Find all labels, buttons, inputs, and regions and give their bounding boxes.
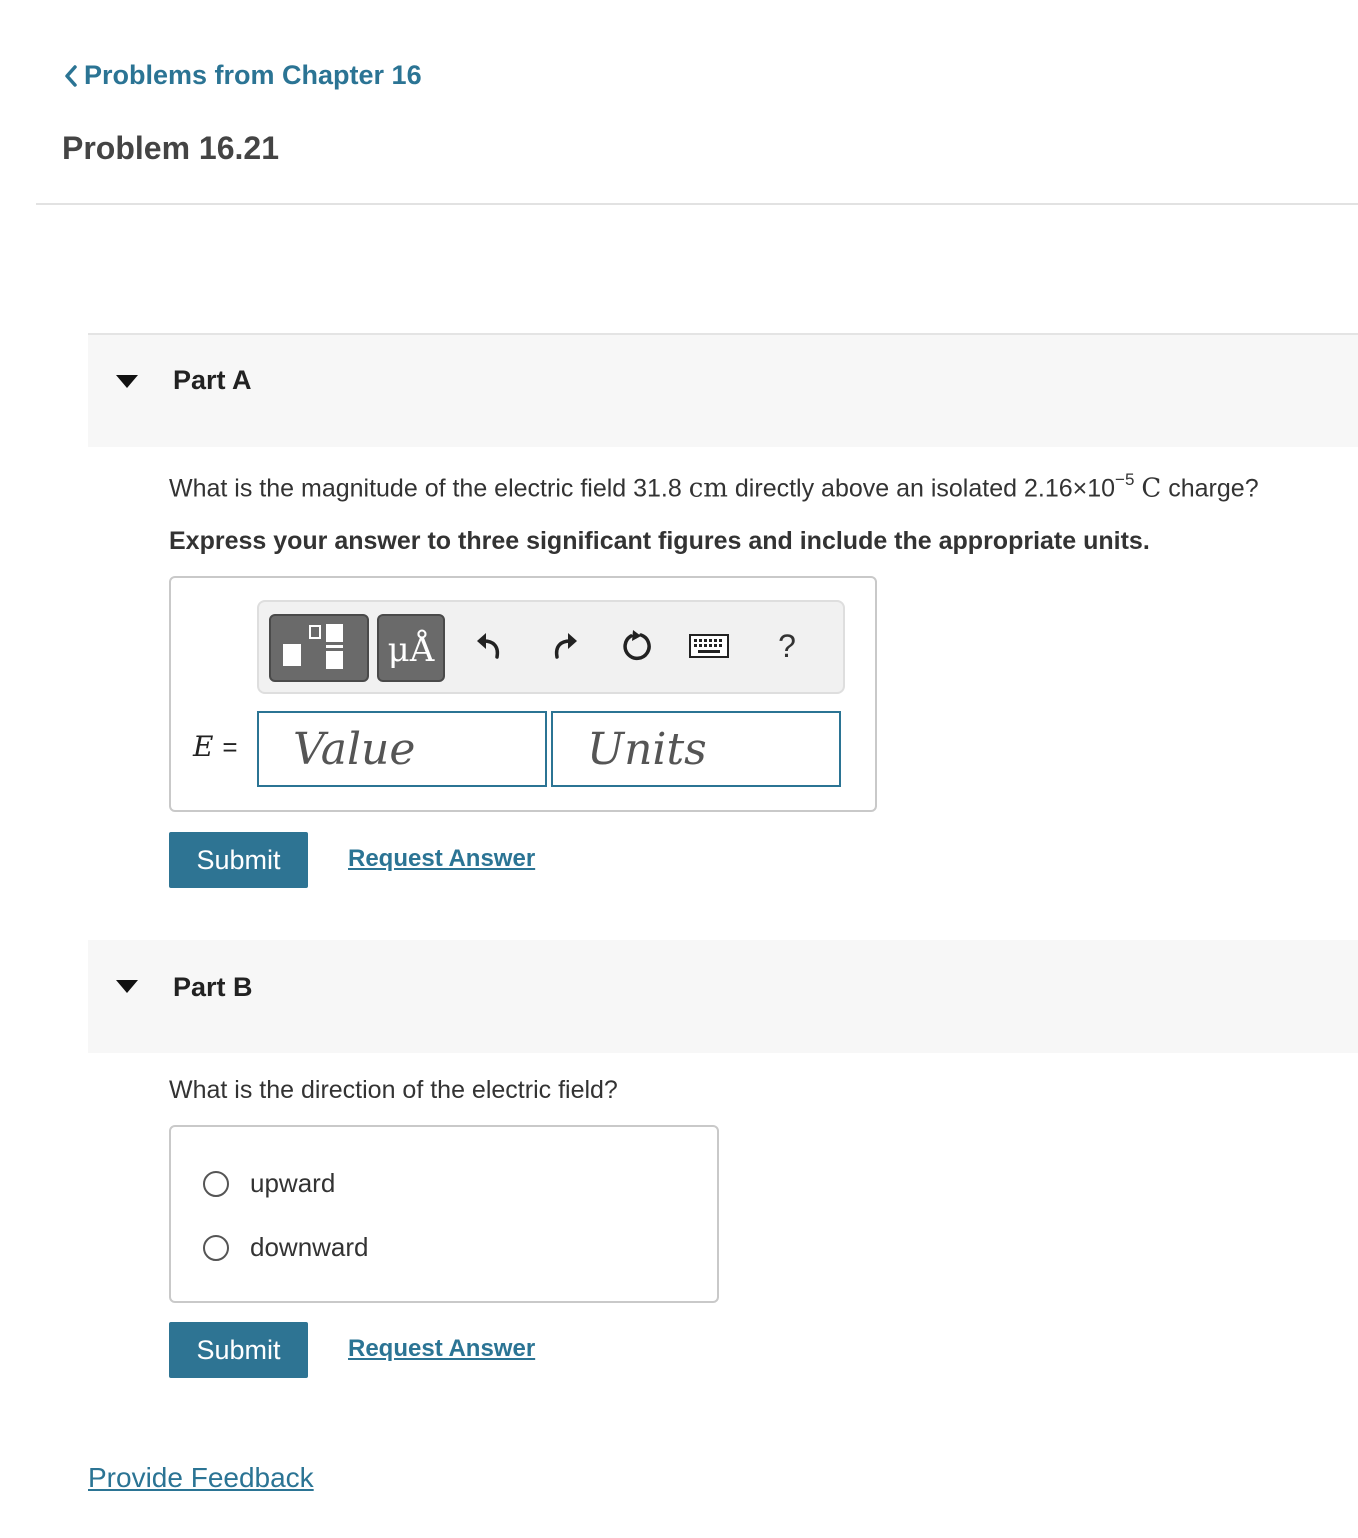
part-b-request-answer-link[interactable]: Request Answer: [348, 1335, 536, 1362]
chevron-left-icon: [62, 64, 80, 88]
option-label: upward: [250, 1168, 336, 1198]
equals-sign: =: [222, 732, 238, 762]
help-button[interactable]: [765, 624, 809, 668]
math-toolbar: [257, 600, 845, 694]
templates-icon: [269, 614, 369, 682]
value-input[interactable]: [257, 711, 547, 787]
question-text-prefix: What is the magnitude of the electric field 31.8: [169, 474, 682, 503]
charge-unit: C: [1141, 473, 1162, 504]
undo-icon: [471, 628, 507, 664]
options-box: [169, 1125, 719, 1303]
part-b-label: Part B: [173, 972, 253, 1002]
back-to-chapter-link[interactable]: [62, 60, 422, 91]
option-upward[interactable]: [203, 1168, 335, 1199]
keyboard-icon: [689, 633, 729, 659]
equation-label: [193, 730, 238, 763]
part-a-question: [169, 472, 1259, 503]
reset-icon: [619, 628, 655, 664]
answer-box: [169, 576, 877, 812]
radio-button[interactable]: [203, 1171, 229, 1197]
part-a-header[interactable]: [88, 333, 1358, 447]
keyboard-button[interactable]: [687, 624, 731, 668]
help-icon: ?: [778, 627, 796, 664]
part-b-question: What is the direction of the electric field?: [169, 1076, 618, 1104]
variable-label: E: [193, 730, 214, 763]
provide-feedback-link[interactable]: Provide Feedback: [88, 1462, 314, 1493]
question-text-suffix: charge?: [1168, 474, 1259, 503]
distance-unit: cm: [688, 473, 728, 504]
radio-button[interactable]: [203, 1235, 229, 1261]
part-a-label: Part A: [173, 365, 252, 395]
charge-exponent: −5: [1115, 470, 1135, 489]
option-downward[interactable]: [203, 1232, 369, 1263]
part-a-request-answer-link[interactable]: Request Answer: [348, 845, 536, 872]
page-title: Problem 16.21: [62, 130, 279, 166]
back-link-label: Problems from Chapter 16: [84, 60, 422, 90]
option-label: downward: [250, 1232, 369, 1262]
units-icon: μÅ: [387, 630, 435, 670]
redo-button[interactable]: [543, 624, 587, 668]
part-a-submit-button[interactable]: Submit: [169, 832, 308, 888]
part-b-submit-button[interactable]: Submit: [169, 1322, 308, 1378]
units-button[interactable]: [377, 614, 445, 682]
templates-button[interactable]: [269, 614, 369, 682]
units-input[interactable]: [551, 711, 841, 787]
caret-down-icon: [116, 375, 138, 389]
caret-down-icon: [116, 980, 138, 994]
reset-button[interactable]: [615, 624, 659, 668]
part-a-instruction: Express your answer to three significant figures and include the appropriate units.: [169, 527, 1150, 555]
redo-icon: [547, 628, 583, 664]
undo-button[interactable]: [467, 624, 511, 668]
question-text-middle: directly above an isolated 2.16×10: [734, 474, 1116, 503]
part-b-header[interactable]: [88, 940, 1358, 1053]
title-divider: [36, 203, 1358, 205]
